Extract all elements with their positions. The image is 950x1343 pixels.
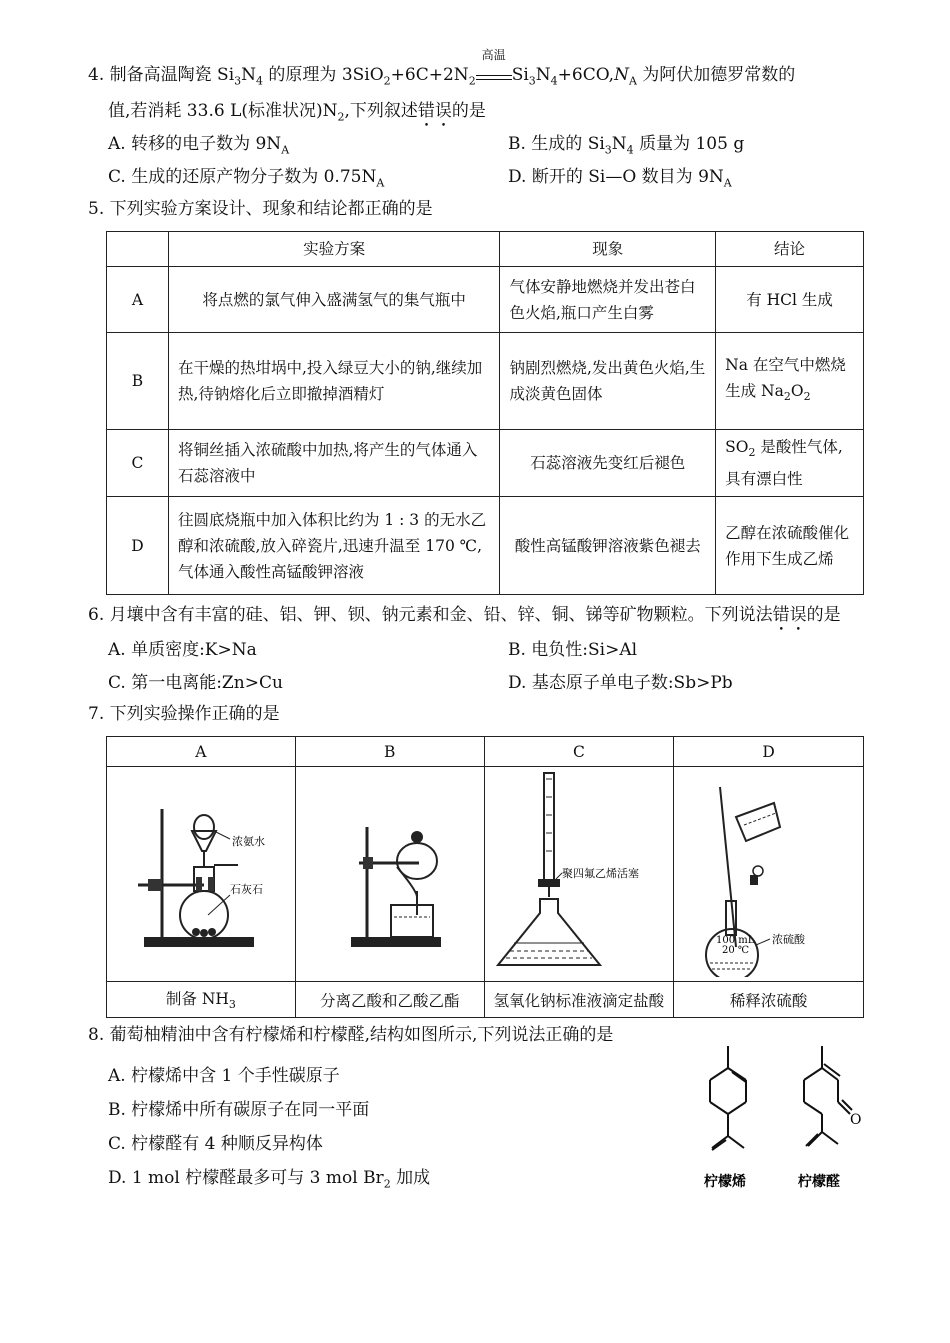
dilution-diagram [676, 767, 862, 977]
q7-caption-a [107, 982, 296, 1018]
sub: 2 [783, 390, 791, 404]
sub: 2 [803, 390, 811, 404]
q7-caption-c: 氢氧化钠标准液滴定盐酸 [484, 982, 674, 1018]
row-label: C [107, 430, 169, 497]
option-text: D. 1 mol 柠檬醛最多可与 3 mol Br [108, 1168, 384, 1188]
sub: 3 [604, 143, 612, 157]
nh3-apparatus-diagram [108, 767, 294, 977]
q4-line2 [88, 96, 878, 132]
q7-header-b: B [295, 737, 484, 767]
q4-text: Si [511, 65, 529, 85]
q4-text: ,下列叙述 [344, 101, 418, 122]
caption-text: 制备 NH [165, 990, 229, 1009]
q7-caption-d: 稀释浓硫酸 [674, 982, 864, 1018]
q6-option-a[interactable]: A. 单质密度:K>Na [108, 640, 257, 660]
q7-apparatus-b[interactable] [295, 767, 484, 982]
q8-stem: 8. 葡萄柚精油中含有柠檬烯和柠檬醛,结构如图所示,下列说法正确的是 [88, 1025, 614, 1045]
sub: A [376, 176, 385, 190]
row-label: A [107, 267, 169, 333]
sub: 3 [528, 74, 536, 88]
sub: 2 [383, 74, 391, 88]
oxygen-atom-label: O [850, 1112, 862, 1128]
emphasis-text: 错误 [417, 101, 452, 122]
label-conc-sulfuric-acid: 浓硫酸 [771, 933, 805, 946]
q7-caption-b: 分离乙酸和乙酸乙酯 [295, 982, 484, 1018]
q5-row-a[interactable] [107, 267, 864, 333]
conclusion-text: Na 在空气中燃烧生成 Na [725, 355, 846, 400]
q4-text: +6C+2N [390, 65, 469, 85]
sub: 4 [550, 74, 558, 88]
q4-text: N [241, 65, 257, 85]
label-limestone: 石灰石 [229, 883, 263, 896]
sub: 2 [337, 110, 345, 124]
sub: 2 [383, 1177, 391, 1191]
q7-header-c: C [484, 737, 674, 767]
q5-header: 实验方案 [168, 232, 500, 267]
row-conclusion [716, 430, 864, 497]
q6-option-b[interactable]: B. 电负性:Si>Al [508, 640, 638, 660]
q6-text: 6. 月壤中含有丰富的硅、铝、钾、钡、钠元素和金、铅、锌、铜、锑等矿物颗粒。下列说法 [88, 605, 773, 625]
row-phenomenon: 钠剧烈燃烧,发出黄色火焰,生成淡黄色固体 [500, 333, 716, 430]
q4-number: 4. [88, 65, 105, 85]
q4-option-a[interactable] [108, 129, 289, 156]
row-phenomenon: 酸性高锰酸钾溶液紫色褪去 [500, 497, 716, 595]
q5-header: 现象 [500, 232, 716, 267]
q4-text: 的是 [451, 101, 486, 122]
molecule-structures [690, 1040, 880, 1200]
label-temperature: 20 ℃ [721, 945, 749, 956]
q4-option-d[interactable] [508, 162, 732, 189]
row-phenomenon: 气体安静地燃烧并发出苍白色火焰,瓶口产生白雾 [500, 267, 716, 333]
question-5 [88, 194, 878, 225]
label-conc-ammonia: 浓氨水 [231, 835, 265, 848]
sub: A [281, 143, 290, 157]
q6-option-d[interactable]: D. 基态原子单电子数:Sb>Pb [508, 673, 733, 693]
label-volume: 100 mL [715, 935, 755, 946]
conclusion-text: O [790, 381, 804, 400]
q4-option-c[interactable] [108, 162, 384, 189]
q7-apparatus-d[interactable] [674, 767, 864, 982]
sub: A [628, 74, 637, 88]
option-text: C. 生成的还原产物分子数为 0.75N [108, 167, 377, 187]
q5-stem: 5. 下列实验方案设计、现象和结论都正确的是 [88, 199, 433, 219]
q7-stem: 7. 下列实验操作正确的是 [88, 704, 280, 724]
option-text: 加成 [390, 1168, 431, 1188]
sub: 2 [748, 446, 756, 460]
row-conclusion: 有 HCl 生成 [716, 267, 864, 333]
citral-label: 柠檬醛 [798, 1174, 840, 1190]
sub: 4 [256, 74, 264, 88]
sub: 2 [468, 74, 476, 88]
q5-header [107, 232, 169, 267]
q7-apparatus-c[interactable] [484, 767, 674, 982]
citral-structure [804, 1046, 852, 1146]
sub: 4 [626, 143, 634, 157]
emphasis-text: 错误 [772, 605, 807, 625]
q5-header: 结论 [716, 232, 864, 267]
q7-header-d: D [674, 737, 864, 767]
avogadro-symbol: N [614, 65, 629, 85]
question-6 [88, 600, 878, 635]
row-label: B [107, 333, 169, 430]
q6-option-c[interactable]: C. 第一电离能:Zn>Cu [108, 673, 283, 693]
q8-option-b[interactable]: B. 柠檬烯中所有碳原子在同一平面 [108, 1100, 370, 1120]
q4-option-b[interactable] [508, 129, 744, 156]
sub: 3 [234, 74, 242, 88]
q7-table [106, 736, 864, 1018]
q4-text: 为阿伏加德罗常数的 [636, 65, 796, 85]
option-text: A. 转移的电子数为 9N [108, 134, 282, 154]
conclusion-text: SO [725, 438, 749, 456]
option-text: 质量为 105 g [633, 134, 745, 154]
q4-text: 值,若消耗 33.6 L(标准状况)N [108, 101, 338, 122]
q8-option-c[interactable]: C. 柠檬醛有 4 种顺反异构体 [108, 1134, 323, 1154]
q5-table [106, 231, 864, 595]
q4-text: +6CO, [557, 65, 615, 85]
question-4 [88, 48, 878, 133]
q5-header-row [107, 232, 864, 267]
limonene-label: 柠檬烯 [704, 1174, 746, 1190]
row-plan: 在干燥的热坩埚中,投入绿豆大小的钠,继续加热,待钠熔化后立即撤掉酒精灯 [168, 333, 500, 430]
sub: 3 [228, 998, 236, 1012]
conclusion-text: 是酸性气体,具有漂白性 [725, 438, 843, 489]
q8-option-d[interactable] [108, 1163, 430, 1190]
question-7 [88, 699, 878, 730]
q4-text: N [535, 65, 551, 85]
titration-diagram [486, 767, 672, 977]
row-conclusion [716, 333, 864, 430]
separatory-funnel-diagram [297, 767, 483, 977]
reaction-condition-arrow [476, 48, 512, 80]
row-phenomenon: 石蕊溶液先变红后褪色 [500, 430, 716, 497]
q4-text: 制备高温陶瓷 Si [109, 65, 235, 85]
option-text: D. 断开的 Si—O 数目为 9N [508, 167, 724, 187]
q5-row-b[interactable] [107, 333, 864, 430]
q5-row-d[interactable] [107, 497, 864, 595]
q5-row-c[interactable] [107, 430, 864, 497]
label-ptfe-stopcock: 聚四氟乙烯活塞 [561, 867, 639, 880]
sub: A [723, 176, 732, 190]
option-text: N [611, 134, 627, 154]
q7-header-a: A [107, 737, 296, 767]
q4-line1 [88, 48, 878, 96]
row-plan: 将点燃的氯气伸入盛满氢气的集气瓶中 [168, 267, 500, 333]
limonene-structure [710, 1046, 746, 1150]
row-plan: 将铜丝插入浓硫酸中加热,将产生的气体通入石蕊溶液中 [168, 430, 500, 497]
row-plan: 往圆底烧瓶中加入体积比约为 1 : 3 的无水乙醇和浓硫酸,放入碎瓷片,迅速升温至 170 ℃,气体通入酸性高锰酸钾溶液 [168, 497, 500, 595]
q4-text: 的原理为 3SiO [263, 65, 384, 85]
reaction-condition: 高温 [481, 48, 506, 62]
option-text: B. 生成的 Si [508, 134, 605, 154]
row-conclusion: 乙醇在浓硫酸催化作用下生成乙烯 [716, 497, 864, 595]
q7-apparatus-a[interactable] [107, 767, 296, 982]
q8-option-a[interactable]: A. 柠檬烯中含 1 个手性碳原子 [108, 1066, 340, 1086]
q6-text: 的是 [806, 605, 841, 625]
row-label: D [107, 497, 169, 595]
